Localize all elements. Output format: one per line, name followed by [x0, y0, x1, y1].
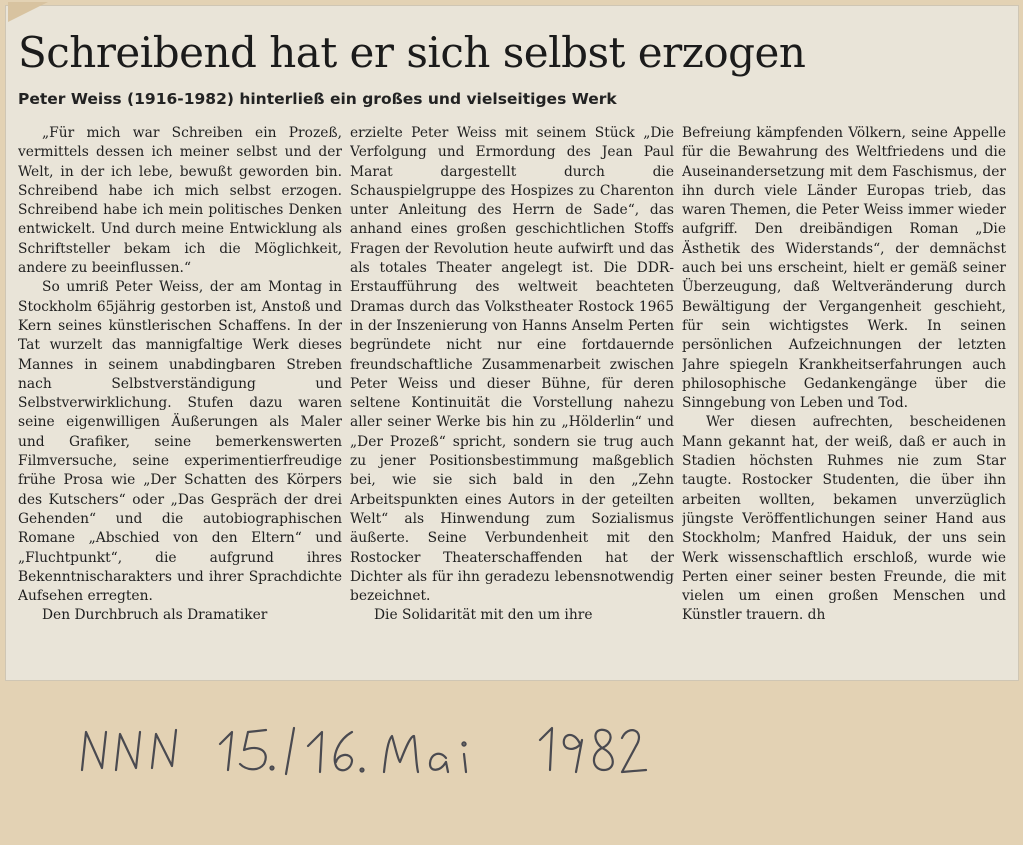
column-1	[18, 124, 342, 684]
torn-corner-icon	[8, 2, 48, 22]
handwriting-drawing	[80, 710, 700, 810]
subheadline: Peter Weiss (1916-1982) hinterließ ein großes und vielseitiges Werk	[18, 90, 617, 108]
column-2	[350, 124, 674, 684]
paragraph: Den Durchbruch als Dramatiker	[42, 607, 268, 624]
paragraph: „Für mich war Schreiben ein Prozeß, vermittels dessen ich meiner selbst und der Welt, in der ich lebe, bewußt geworden bin. Schreibend habe ich mich selbst erzogen. Schreibend habe ich mein politisches Denken entwickelt. Und durch meine Entwicklung als Schriftsteller bekam ich die Möglichkeit, andere zu beeinflussen.“	[18, 125, 342, 277]
newspaper-clipping	[6, 6, 1018, 680]
paragraph: Die Solidarität mit den um ihre	[374, 607, 593, 624]
headline: Schreibend hat er sich selbst erzogen	[18, 28, 806, 77]
paragraph: So umriß Peter Weiss, der am Montag in Stockholm 65jährig gestorben ist, Anstoß und Kern seines künstlerischen Schaffens. In der Tat wurzelt das mannigfaltige Werk dieses Mannes in seinem unabdingbaren Streben nach Selbstverständigung und Selbstverwirklichung. Stufen dazu waren seine eigenwilligen Äußerungen als Maler und Grafiker, seine bemerkenswerten Filmversuche, seine experimentierfreudige frühe Prosa wie „Der Schatten des Körpers des Kutschers“ oder „Das Gespräch der drei Gehenden“ und die autobiographischen Romane „Abschied von den Eltern“ und „Fluchtpunkt“, die aufgrund ihres Bekenntnischarakters und ihrer Sprachdichte Aufsehen erregten.	[18, 279, 342, 605]
paragraph: Wer diesen aufrechten, bescheidenen Mann gekannt hat, der weiß, daß er auch in Stadien höchsten Ruhmes nie zum Star taugte. Rostocker Studenten, die über ihn arbeiten wollten, bekamen unverzüglich jüngste Veröffentlichungen seiner Hand aus Stockholm; Manfred Haiduk, der uns sein Werk wissenschaftlich erschloß, wurde wie Perten einer seiner besten Freunde, die mit vielen um einen großen Menschen und Künstler trauern. dh	[682, 414, 1006, 624]
paragraph: Befreiung kämpfenden Völkern, seine Appelle für die Bewahrung des Weltfriedens und die Auseinandersetzung mit dem Faschismus, der ihn durch viele Länder Europas trieb, das waren Themen, die Peter Weiss immer wieder aufgriff. Den dreibändigen Roman „Die Ästhetik des Widerstands“, der demnächst auch bei uns erscheint, hielt er gemäß seiner Überzeugung, daß Weltveränderung durch Bewältigung der Vergangenheit geschieht, für sein wichtigstes Werk. In seinen persönlichen Aufzeichnungen der letzten Jahre spiegeln Krankheitserfahrungen auch philosophische Gedankengänge über die Sinngebung von Leben und Tod.	[682, 125, 1006, 412]
paragraph: erzielte Peter Weiss mit seinem Stück „Die Verfolgung und Ermordung des Jean Paul Marat dargestellt durch die Schauspielgruppe des Hospizes zu Charenton unter Anleitung des Herrn de Sade“, das anhand eines großen geschichtlichen Stoffs Fragen der Revolution heute aufwirft und das als totales Theater angelegt ist. Die DDR-Erstaufführung des weltweit beachteten Dramas durch das Volkstheater Rostock 1965 in der Inszenierung von Hanns Anselm Perten begründete nicht nur eine fortdauernde freundschaftliche Zusammenarbeit zwischen Peter Weiss und dieser Bühne, für deren seltene Kontinuität die Vorstellung nahezu aller seiner Werke bis hin zu „Hölderlin“ und „Der Prozeß“ spricht, sondern sie trug auch zu jener Positionsbestimmung maßgeblich bei, wie sie sich bald in den „Zehn Arbeitspunkten eines Autors in der geteilten Welt“ als Hinwendung zum Sozialismus äußerte. Seine Verbundenheit mit den Rostocker Theaterschaffenden hat der Dichter als für ihn geradezu lebensnotwendig bezeichnet.	[350, 125, 674, 605]
handwritten-source-note	[80, 710, 700, 810]
column-3	[682, 124, 1006, 684]
